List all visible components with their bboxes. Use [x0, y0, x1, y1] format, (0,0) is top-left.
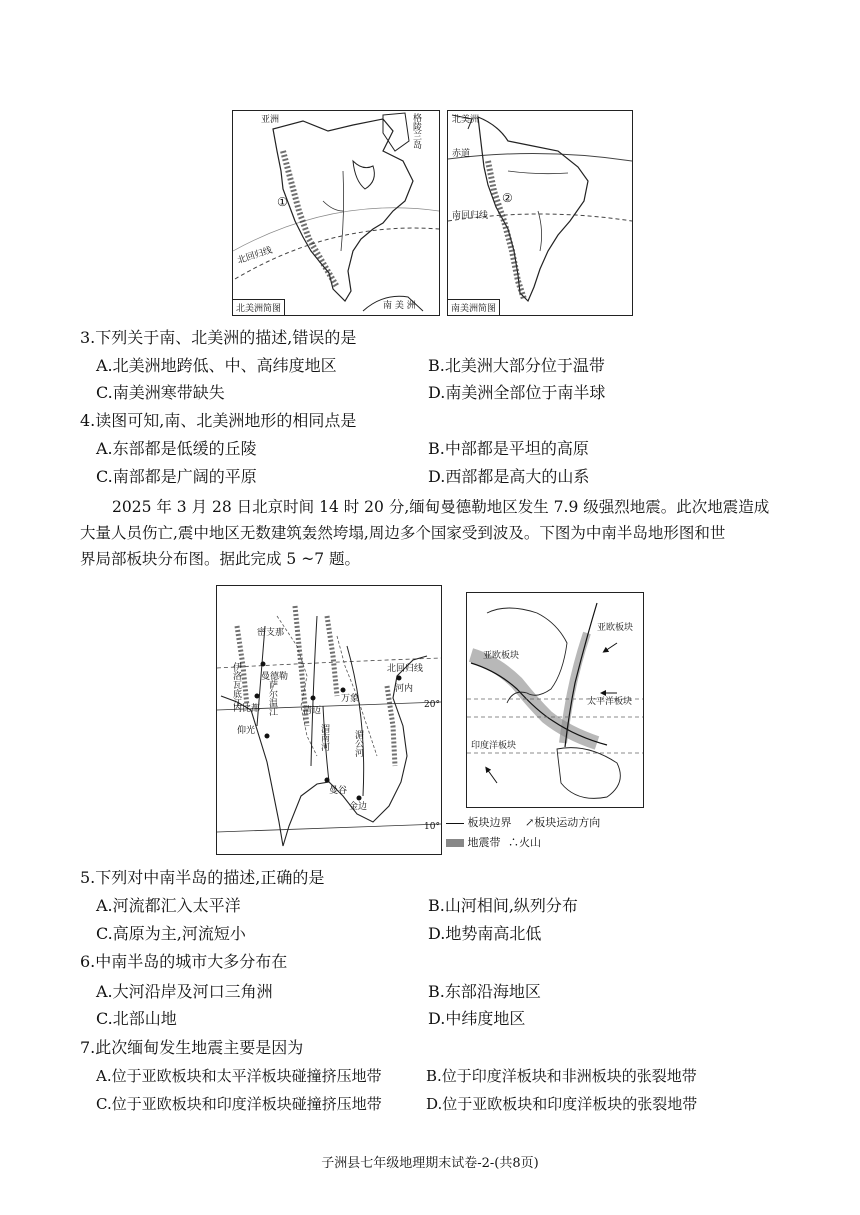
q6-option-a[interactable]: A.大河沿岸及河口三角洲	[96, 982, 273, 1001]
q7-stem: 7.此次缅甸发生地震主要是因为	[80, 1038, 304, 1057]
label-salween: 萨尔温江	[267, 680, 277, 716]
legend-direction-label: 板块运动方向	[534, 816, 601, 829]
south-america-map	[447, 110, 633, 316]
label-lat-10: 10°	[424, 822, 440, 832]
legend-seismic-swatch	[446, 839, 464, 847]
label-eurasian-plate-ne: 亚欧板块	[597, 623, 634, 633]
q3-stem: 3.下列关于南、北美洲的描述,错误的是	[80, 328, 357, 347]
legend-row-2	[446, 834, 600, 850]
legend-boundary-label: 板块边界	[467, 816, 512, 829]
legend-boundary-swatch	[446, 823, 464, 824]
label-equator: 赤道	[452, 149, 471, 159]
label-tropic-cancer: 北回归线	[236, 245, 274, 267]
label-hanoi: 河内	[395, 684, 414, 694]
legend-volcano-label: 火山	[519, 836, 541, 849]
north-america-map	[232, 110, 440, 316]
q6-stem: 6.中南半岛的城市大多分布在	[80, 952, 288, 971]
label-naypyidaw: 内比都	[233, 704, 261, 714]
indochina-map	[216, 585, 442, 855]
label-greenland: 格陵兰岛	[411, 113, 421, 149]
label-south-america: 南 美 洲	[383, 301, 416, 311]
q7-option-d[interactable]: D.位于亚欧板块和印度洋板块的张裂地带	[426, 1095, 698, 1113]
q7-option-c[interactable]: C.位于亚欧板块和印度洋板块碰撞挤压地带	[96, 1095, 382, 1113]
legend-volcano-symbol: ∴	[508, 836, 519, 849]
q5-stem: 5.下列对中南半岛的描述,正确的是	[80, 868, 325, 887]
passage	[80, 494, 780, 572]
q4-option-d[interactable]: D.西部都是高大的山系	[428, 467, 590, 486]
label-bangkok: 曼谷	[329, 786, 348, 796]
label-eurasian-plate: 亚欧板块	[483, 651, 520, 661]
q5-option-c[interactable]: C.高原为主,河流短小	[96, 924, 246, 943]
legend-seismic-label: 地震带	[467, 836, 501, 849]
label-mekong: 湄公河	[353, 730, 363, 757]
indochina-map-drawing	[217, 586, 441, 854]
label-chao-phraya: 湄南河	[319, 724, 329, 751]
passage-line-1: 2025 年 3 月 28 日北京时间 14 时 20 分,缅甸曼德勒地区发生 7.9 级强烈地震。此次地震造成	[112, 498, 770, 516]
label-circle-1: ①	[277, 195, 288, 209]
q4-stem: 4.读图可知,南、北美洲地形的相同点是	[80, 411, 357, 430]
north-america-map-caption: 北美洲简图	[233, 299, 285, 315]
q6-option-d[interactable]: D.中纬度地区	[428, 1009, 526, 1028]
q3-option-a[interactable]: A.北美洲地跨低、中、高纬度地区	[96, 356, 337, 375]
label-mandalay: 曼德勒	[261, 672, 289, 682]
label-myitkyina: 密支那	[257, 628, 285, 638]
q5-option-a[interactable]: A.河流都汇入太平洋	[96, 896, 241, 915]
label-circle-2: ②	[502, 191, 513, 205]
q3-option-b[interactable]: B.北美洲大部分位于温带	[428, 356, 605, 375]
label-indian-plate: 印度洋板块	[471, 741, 517, 751]
q5-option-b[interactable]: B.山河相间,纵列分布	[428, 896, 578, 915]
q4-option-c[interactable]: C.南部都是广阔的平原	[96, 467, 257, 486]
label-yangon: 仰光	[237, 726, 256, 736]
label-north-america: 北美洲	[452, 115, 480, 125]
plate-map-legend	[446, 814, 600, 850]
label-chiang-mai: 清迈	[303, 706, 322, 716]
q5-option-d[interactable]: D.地势南高北低	[428, 924, 542, 943]
label-tropic-indochina: 北回归线	[387, 664, 424, 674]
label-tropic-capricorn: 南回归线	[452, 211, 489, 221]
label-phnom-penh: 金边	[349, 802, 368, 812]
legend-direction-arrow: ↗	[525, 816, 535, 829]
plate-map	[466, 592, 644, 808]
north-america-map-drawing	[233, 111, 439, 315]
q7-option-a[interactable]: A.位于亚欧板块和太平洋板块碰撞挤压地带	[96, 1067, 382, 1085]
legend-row-1	[446, 814, 600, 830]
q3-option-c[interactable]: C.南美洲寒带缺失	[96, 383, 225, 402]
passage-line-2: 大量人员伤亡,震中地区无数建筑轰然垮塌,周边多个国家受到波及。下图为中南半岛地形图和世	[80, 524, 726, 542]
label-pacific-plate: 太平洋板块	[587, 697, 633, 707]
q7-option-b[interactable]: B.位于印度洋板块和非洲板块的张裂地带	[426, 1067, 697, 1085]
q4-option-a[interactable]: A.东部都是低缓的丘陵	[96, 439, 257, 458]
label-vientiane: 万象	[341, 694, 360, 704]
q6-option-b[interactable]: B.东部沿海地区	[428, 982, 541, 1001]
passage-line-3: 界局部板块分布图。据此完成 5 ~7 题。	[80, 550, 360, 568]
label-asia: 亚洲	[261, 115, 280, 125]
label-lat-20: 20°	[424, 700, 440, 710]
south-america-map-caption: 南美洲简图	[448, 299, 500, 315]
label-irrawaddy: 伊洛瓦底江	[231, 662, 241, 707]
q6-option-c[interactable]: C.北部山地	[96, 1009, 177, 1028]
q4-option-b[interactable]: B.中部都是平坦的高原	[428, 439, 589, 458]
q3-option-d[interactable]: D.南美洲全部位于南半球	[428, 383, 606, 402]
page-footer: 子洲县七年级地理期末试卷-2-(共8页)	[321, 1156, 539, 1171]
